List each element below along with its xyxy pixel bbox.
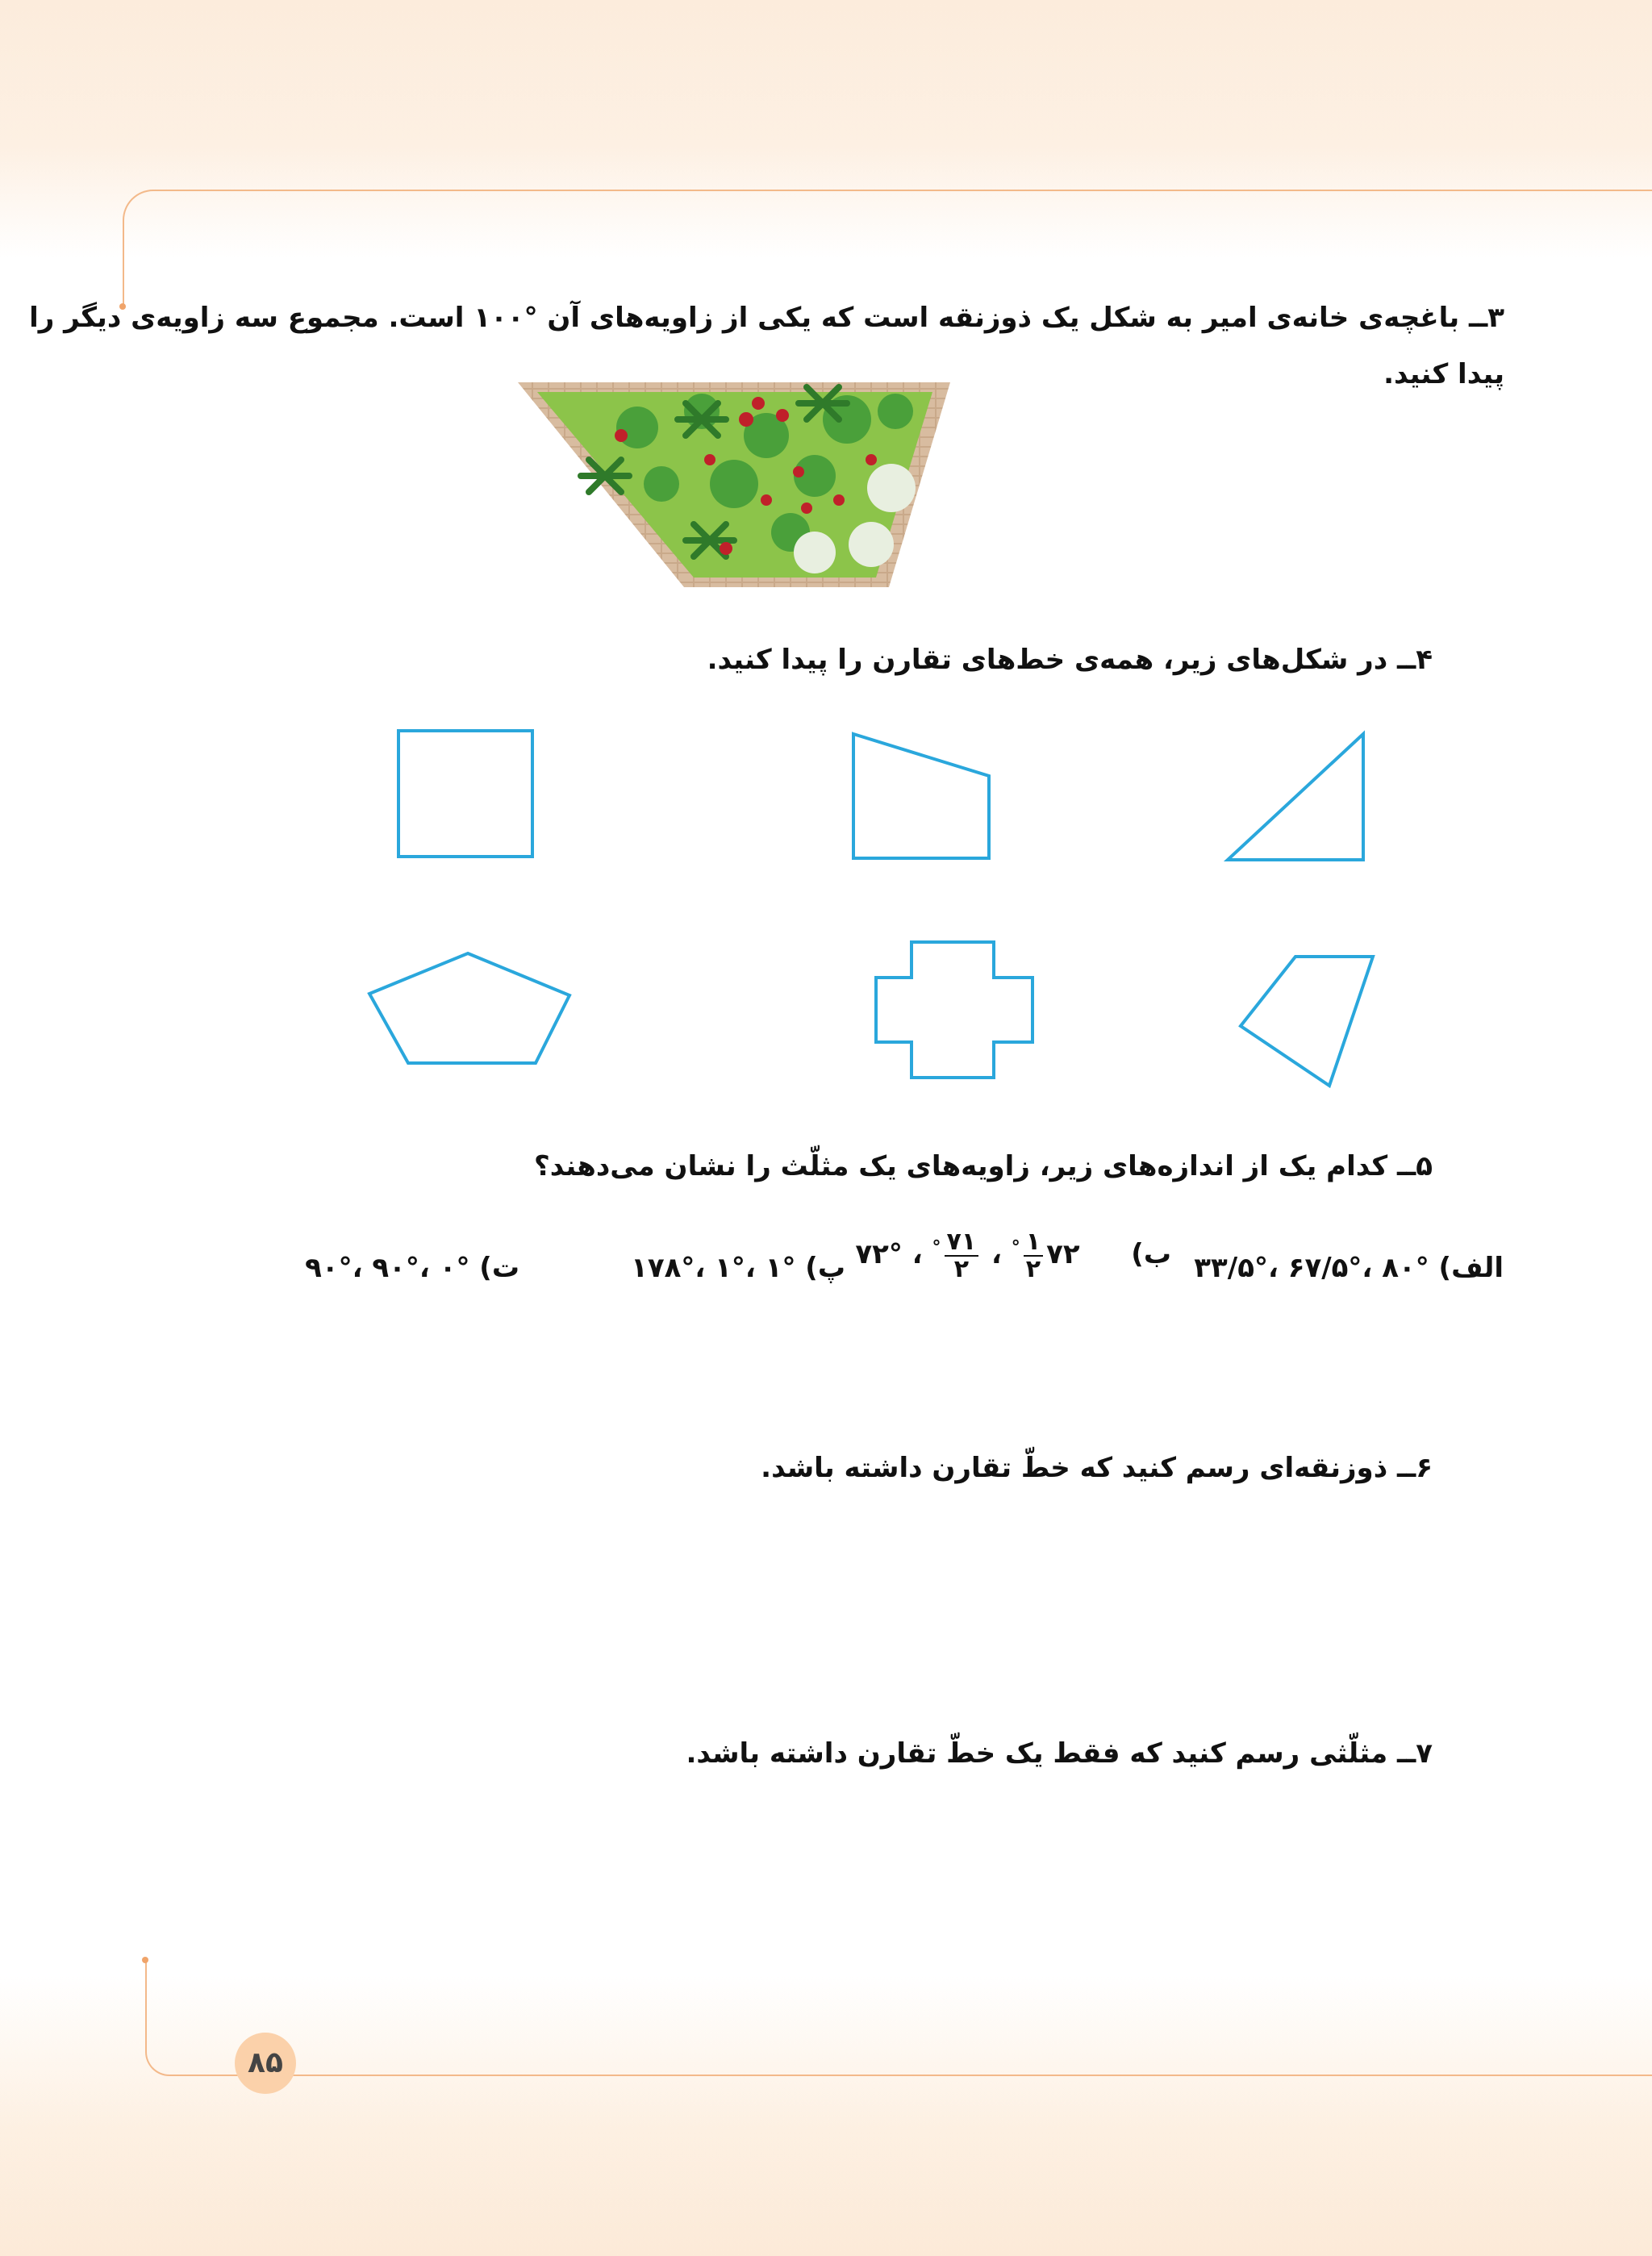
q5-option-pe: پ) °۱ ،°۱ ،°۱۷۸ [631,1252,845,1284]
q5-option-be-c: °۷۲ [855,1238,903,1270]
question-6-text: ۶ــ ذوزنقه‌ای رسم کنید که خطّ تقارن داشته باشد. [761,1452,1433,1484]
q5-option-te: ت) °۰ ،°۹۰ ،°۹۰ [305,1252,519,1284]
square-shape [398,731,532,857]
question-5-text: ۵ــ کدام یک از اندازه‌های زیر، زاویه‌های یک مثلّث را نشان می‌دهند؟ [534,1150,1433,1182]
garden-trapezoid-illustration [516,379,952,589]
q5-option-be-label: ب) [1131,1238,1171,1270]
q5-option-be: ب) ۷۲ $\frac{۱}{۲}$ ° ، $\frac{۷۱}{۲}$ ° ، °۷۲ [855,1228,1171,1283]
frame-dot-bottom [142,1957,148,1963]
q5-option-be-a-frac: $\frac{۱}{۲}$ [1024,1229,1043,1282]
page-number-badge: ۸۵ [235,2033,296,2094]
symmetry-shapes [355,718,1387,1097]
right-trapezoid-shape [853,734,989,858]
question-7-text: ۷ــ مثلّثی رسم کنید که فقط یک خطّ تقارن داشته باشد. [686,1737,1433,1770]
plus-cross-shape [876,942,1032,1078]
page-frame-top [123,190,1652,308]
question-3-line-2: پیدا کنید. [1383,358,1504,390]
q5-option-be-b-frac: $\frac{۷۱}{۲}$ [945,1229,979,1282]
q5-option-be-a-whole: ۷۲ [1046,1238,1080,1270]
question-3-line-1: ۳ــ باغچه‌ی خانه‌ی امیر به شکل یک ذوزنقه است که یکی از زاویه‌های آن °۱۰۰ است. مجموع سه زاویه‌ی دیگر را [29,302,1504,334]
pentagon-shape [369,953,569,1063]
question-4-text: ۴ــ در شکل‌های زیر، همه‌ی خط‌های تقارن را پیدا کنید. [707,644,1433,676]
q5-option-alef: الف) °۸۰ ،°۶۷/۵ ،°۳۳/۵ [1194,1252,1504,1284]
page-frame-bottom [145,1960,1652,2076]
quadrilateral-shape [1241,957,1373,1086]
right-triangle-shape [1228,734,1363,860]
